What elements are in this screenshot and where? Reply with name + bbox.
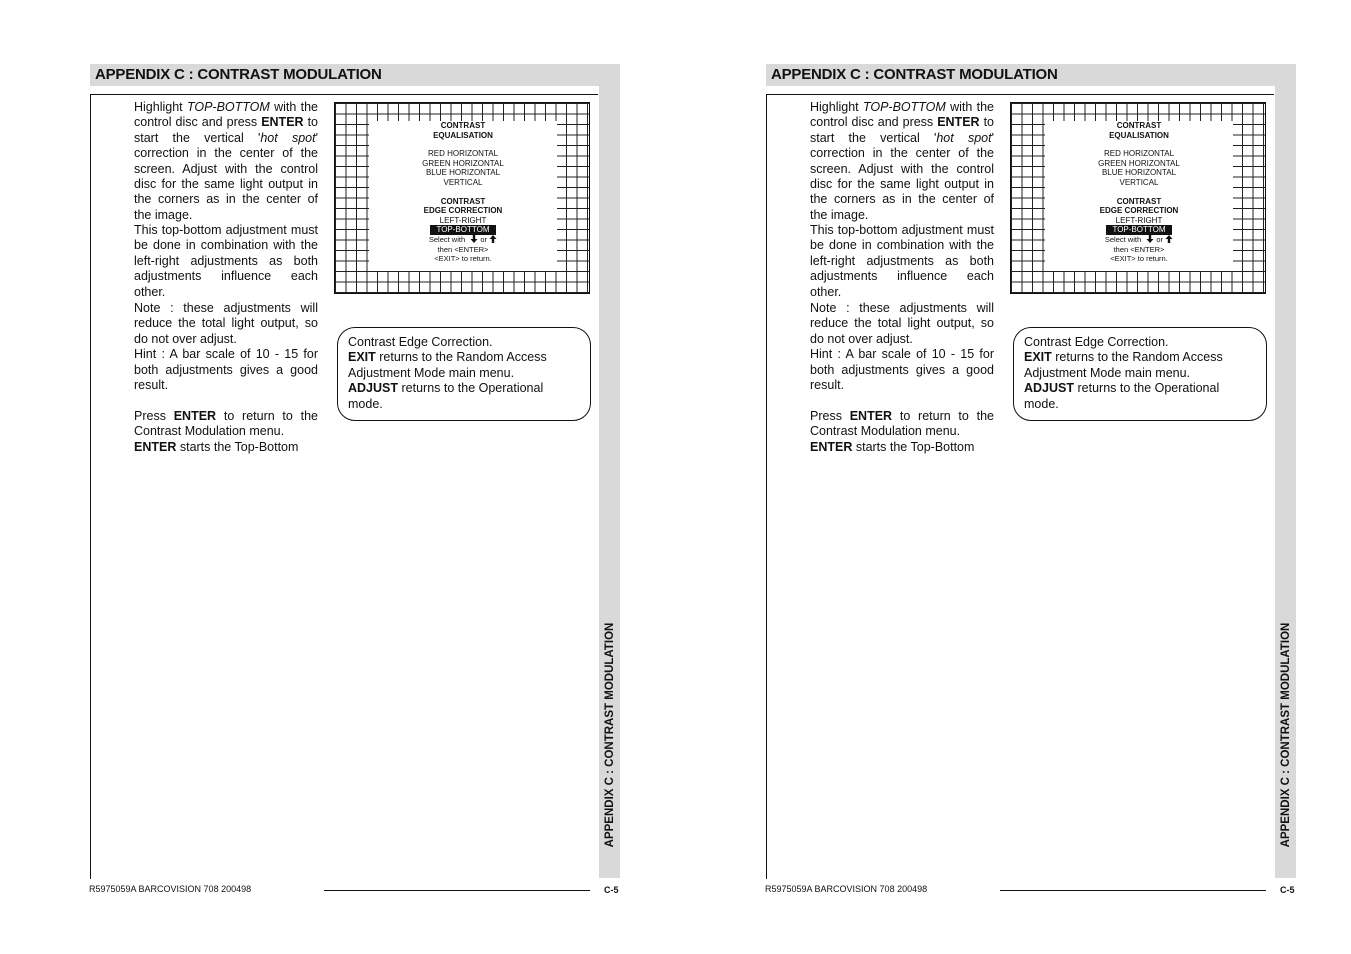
menu-exit-hint: <EXIT> to return. bbox=[434, 254, 492, 264]
footer-doc-id: R5975059A BARCOVISION 708 200498 bbox=[765, 884, 928, 894]
menu-item: RED HORIZONTAL bbox=[1103, 149, 1175, 159]
frame-left-rule bbox=[766, 94, 767, 879]
down-arrow-icon bbox=[1146, 235, 1154, 243]
menu-item-left-right: LEFT-RIGHT bbox=[439, 215, 487, 225]
menu-section-line1: CONTRAST bbox=[1116, 196, 1162, 206]
callout-box: Contrast Edge Correction. EXIT returns to the Random Access Adjustment Mode main menu. ADJUST returns to the Operational mode. bbox=[337, 327, 591, 421]
menu-title-line2: EQUALISATION bbox=[433, 130, 493, 140]
footer-page-number: C-5 bbox=[604, 885, 619, 895]
paragraph-combination: This top-bottom adjustment must be done in combination with the left-right adjustments as both adjustments influence each other. bbox=[810, 223, 994, 299]
menu-select-hint: Select with or bbox=[369, 235, 557, 245]
paragraph-highlight: Highlight TOP-BOTTOM with the control disc and press ENTER to start the vertical 'hot spot' correction in the center of the screen. Adjust with the control disc for the same light output in the corners as in the center of the image. bbox=[810, 100, 994, 222]
side-label: APPENDIX C : CONTRAST MODULATION bbox=[1279, 622, 1292, 848]
page-right bbox=[676, 0, 1351, 954]
menu-item: BLUE HORIZONTAL bbox=[425, 168, 501, 178]
menu-then-hint: then <ENTER> bbox=[1113, 244, 1165, 254]
menu-section-line2: EDGE CORRECTION bbox=[1099, 206, 1179, 216]
footer-rule bbox=[324, 890, 590, 891]
menu-item-left-right: LEFT-RIGHT bbox=[1115, 215, 1163, 225]
menu-item-selected: TOP-BOTTOM bbox=[430, 225, 495, 235]
frame-top-rule bbox=[90, 94, 598, 95]
page-title: APPENDIX C : CONTRAST MODULATION bbox=[771, 66, 1058, 83]
menu-section-line2: EDGE CORRECTION bbox=[423, 206, 503, 216]
footer-rule bbox=[1000, 890, 1266, 891]
paragraph-highlight: Highlight TOP-BOTTOM with the control disc and press ENTER to start the vertical 'hot spot' correction in the center of the screen. Adjust with the control disc for the same light output in the corners as in the center of the image. bbox=[134, 100, 318, 222]
menu-title-line1: CONTRAST bbox=[440, 121, 486, 130]
footer-doc-id: R5975059A BARCOVISION 708 200498 bbox=[89, 884, 252, 894]
paragraph-press-enter: Press ENTER to return to the Contrast Modulation menu. ENTER starts the Top-Bottom bbox=[810, 409, 994, 454]
menu-title-line2: EQUALISATION bbox=[1109, 130, 1169, 140]
menu-section-line1: CONTRAST bbox=[440, 196, 486, 206]
menu-item: GREEN HORIZONTAL bbox=[422, 158, 504, 168]
frame-left-rule bbox=[90, 94, 91, 879]
menu-item: RED HORIZONTAL bbox=[427, 149, 499, 159]
menu-item: BLUE HORIZONTAL bbox=[1101, 168, 1177, 178]
menu-screen bbox=[1045, 121, 1233, 271]
callout-box: Contrast Edge Correction. EXIT returns to the Random Access Adjustment Mode main menu. ADJUST returns to the Operational mode. bbox=[1013, 327, 1267, 421]
paragraph-press-enter: Press ENTER to return to the Contrast Modulation menu. ENTER starts the Top-Bottom bbox=[134, 409, 318, 454]
footer-page-number: C-5 bbox=[1280, 885, 1295, 895]
menu-item: VERTICAL bbox=[443, 177, 483, 187]
up-arrow-icon bbox=[1165, 235, 1173, 243]
paragraph-combination: This top-bottom adjustment must be done in combination with the left-right adjustments as both adjustments influence each other. bbox=[134, 223, 318, 299]
menu-item: GREEN HORIZONTAL bbox=[1098, 158, 1180, 168]
up-arrow-icon bbox=[489, 235, 497, 243]
menu-screen bbox=[369, 121, 557, 271]
paragraph-note-hint: Note : these adjustments will reduce the total light output, so do not over adjust. Hint : A bar scale of 10 - 15 for both adjustments gives a good result. bbox=[810, 301, 994, 393]
side-label: APPENDIX C : CONTRAST MODULATION bbox=[603, 622, 616, 848]
down-arrow-icon bbox=[470, 235, 478, 243]
menu-then-hint: then <ENTER> bbox=[437, 244, 489, 254]
frame-top-rule bbox=[766, 94, 1274, 95]
menu-exit-hint: <EXIT> to return. bbox=[1110, 254, 1168, 264]
menu-item-selected: TOP-BOTTOM bbox=[1106, 225, 1171, 235]
page-title: APPENDIX C : CONTRAST MODULATION bbox=[95, 66, 382, 83]
paragraph-note-hint: Note : these adjustments will reduce the total light output, so do not over adjust. Hint : A bar scale of 10 - 15 for both adjustments gives a good result. bbox=[134, 301, 318, 393]
menu-select-hint: Select with or bbox=[1045, 235, 1233, 245]
menu-item: VERTICAL bbox=[1119, 177, 1159, 187]
menu-title-line1: CONTRAST bbox=[1116, 121, 1162, 130]
